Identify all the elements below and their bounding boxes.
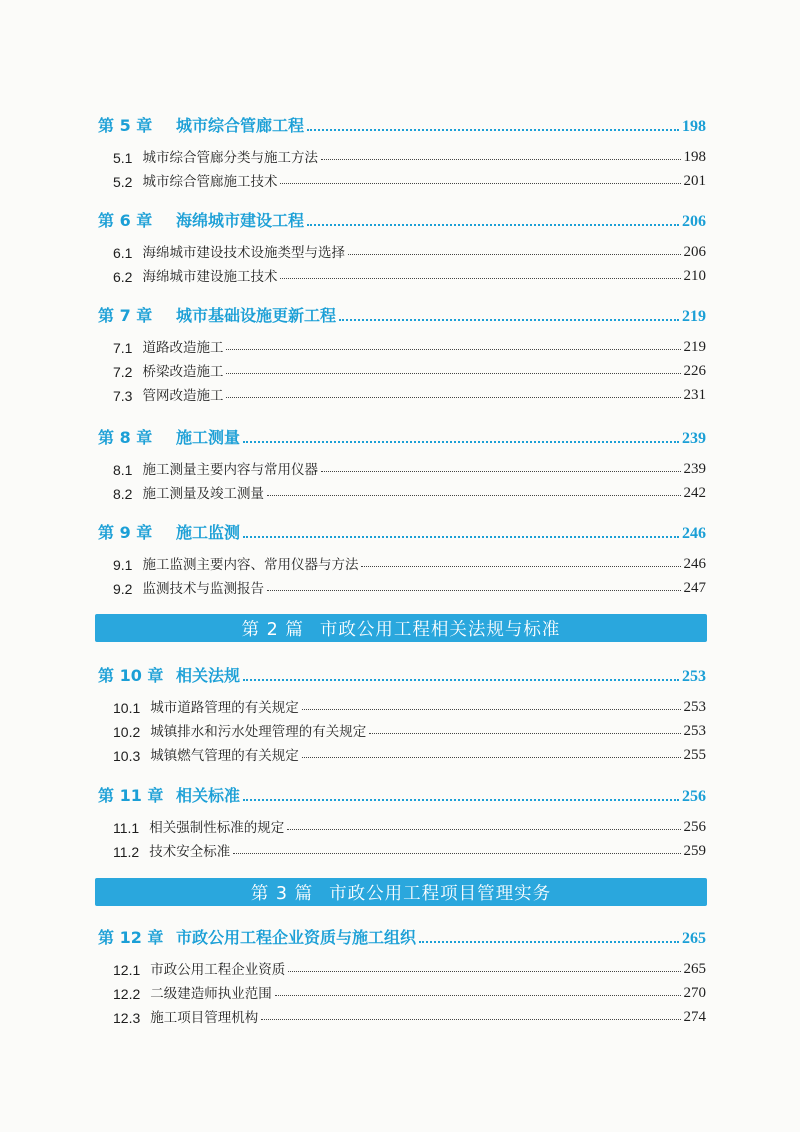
section-title: 技术安全标准 xyxy=(149,844,231,860)
section-title: 监测技术与监测报告 xyxy=(142,581,264,597)
page-number: 265 xyxy=(683,961,706,977)
section-entry[interactable] xyxy=(113,482,706,502)
page-number: 270 xyxy=(683,985,706,1001)
chapter-title: 城市综合管廊工程 xyxy=(176,116,305,135)
page-number: 246 xyxy=(682,525,706,542)
section-entry[interactable] xyxy=(113,360,706,380)
part-title: 市政公用工程项目管理实务 xyxy=(329,883,552,904)
section-entry[interactable] xyxy=(113,336,706,356)
section-entry[interactable] xyxy=(113,553,706,573)
chapter-title: 城市基础设施更新工程 xyxy=(176,306,337,325)
chapter-entry[interactable] xyxy=(98,302,706,326)
dot-leader xyxy=(243,679,679,681)
page-number: 274 xyxy=(683,1009,706,1025)
chapter-entry[interactable] xyxy=(98,424,706,448)
dot-leader xyxy=(226,373,680,374)
page-number: 219 xyxy=(682,308,706,325)
page-number: 256 xyxy=(683,819,706,835)
dot-leader xyxy=(233,853,680,854)
section-number: 8.2 xyxy=(113,486,133,502)
part-heading[interactable] xyxy=(95,878,707,906)
page-number: 201 xyxy=(683,173,706,189)
page-number: 206 xyxy=(682,213,706,230)
dot-leader xyxy=(243,441,679,443)
chapter-entry[interactable] xyxy=(98,112,706,136)
section-entry[interactable] xyxy=(113,241,706,261)
dot-leader xyxy=(275,995,681,996)
section-entry[interactable] xyxy=(113,840,706,860)
part-number: 第 2 篇 xyxy=(241,619,304,640)
chapter-number: 第 10 章 xyxy=(98,666,164,685)
dot-leader xyxy=(302,709,681,710)
section-entry[interactable] xyxy=(113,265,706,285)
chapter-number: 第 11 章 xyxy=(98,786,164,805)
page-number: 255 xyxy=(683,747,706,763)
section-title: 管网改造施工 xyxy=(142,388,224,404)
page-number: 239 xyxy=(683,461,706,477)
chapter-entry[interactable] xyxy=(98,207,706,231)
section-entry[interactable] xyxy=(113,384,706,404)
part-number: 第 3 篇 xyxy=(250,883,314,904)
dot-leader xyxy=(267,590,681,591)
dot-leader xyxy=(348,254,681,255)
page-number: 247 xyxy=(683,580,706,596)
section-title: 施工测量及竣工测量 xyxy=(142,486,264,502)
dot-leader xyxy=(307,129,679,131)
chapter-number: 第 7 章 xyxy=(98,306,153,325)
section-title: 城市道路管理的有关规定 xyxy=(150,700,299,716)
page-number: 198 xyxy=(683,149,706,165)
section-number: 10.2 xyxy=(113,724,141,740)
section-entry[interactable] xyxy=(113,958,706,978)
part-title: 市政公用工程相关法规与标准 xyxy=(319,619,561,640)
dot-leader xyxy=(280,183,680,184)
section-number: 7.2 xyxy=(113,364,133,380)
chapter-title: 市政公用工程企业资质与施工组织 xyxy=(176,928,417,947)
dot-leader xyxy=(226,397,680,398)
dot-leader xyxy=(419,941,679,943)
dot-leader xyxy=(369,733,680,734)
section-entry[interactable] xyxy=(113,1006,706,1026)
section-title: 海绵城市建设技术设施类型与选择 xyxy=(142,245,345,261)
section-title: 桥梁改造施工 xyxy=(142,364,224,380)
section-entry[interactable] xyxy=(113,982,706,1002)
section-number: 10.3 xyxy=(113,748,141,764)
chapter-number: 第 12 章 xyxy=(98,928,164,947)
dot-leader xyxy=(226,349,680,350)
section-number: 10.1 xyxy=(113,700,141,716)
page-number: 219 xyxy=(683,339,706,355)
chapter-title: 相关法规 xyxy=(176,666,241,685)
section-title: 施工项目管理机构 xyxy=(150,1010,259,1026)
chapter-entry[interactable] xyxy=(98,782,706,806)
page-number: 206 xyxy=(683,244,706,260)
page-number: 265 xyxy=(682,930,706,947)
section-title: 二级建造师执业范围 xyxy=(150,986,272,1002)
dot-leader xyxy=(288,971,680,972)
dot-leader xyxy=(243,536,679,538)
section-number: 9.1 xyxy=(113,557,133,573)
section-number: 12.2 xyxy=(113,986,141,1002)
section-number: 7.3 xyxy=(113,388,133,404)
chapter-number: 第 9 章 xyxy=(98,523,153,542)
section-title: 市政公用工程企业资质 xyxy=(150,962,286,978)
section-number: 5.2 xyxy=(113,174,133,190)
part-heading[interactable] xyxy=(95,614,707,642)
section-number: 11.1 xyxy=(113,820,140,836)
dot-leader xyxy=(287,829,680,830)
section-number: 12.1 xyxy=(113,962,141,978)
dot-leader xyxy=(321,471,681,472)
dot-leader xyxy=(321,159,681,160)
dot-leader xyxy=(243,799,679,801)
section-title: 城市综合管廊施工技术 xyxy=(142,174,278,190)
chapter-number: 第 6 章 xyxy=(98,211,153,230)
page-number: 246 xyxy=(683,556,706,572)
chapter-title: 相关标准 xyxy=(176,786,241,805)
chapter-title: 施工监测 xyxy=(176,523,241,542)
section-entry[interactable] xyxy=(113,720,706,740)
dot-leader xyxy=(302,757,681,758)
page-number: 231 xyxy=(683,387,706,403)
page-number: 253 xyxy=(683,699,706,715)
dot-leader xyxy=(280,278,680,279)
chapter-title: 海绵城市建设工程 xyxy=(176,211,305,230)
section-number: 11.2 xyxy=(113,844,140,860)
section-title: 城镇排水和污水处理管理的有关规定 xyxy=(150,724,367,740)
page-number: 198 xyxy=(682,118,706,135)
section-number: 7.1 xyxy=(113,340,133,356)
page-number: 210 xyxy=(683,268,706,284)
section-number: 6.1 xyxy=(113,245,133,261)
section-title: 道路改造施工 xyxy=(142,340,224,356)
section-title: 城镇燃气管理的有关规定 xyxy=(150,748,299,764)
section-entry[interactable] xyxy=(113,696,706,716)
section-title: 相关强制性标准的规定 xyxy=(149,820,285,836)
section-entry[interactable] xyxy=(113,744,706,764)
section-number: 12.3 xyxy=(113,1010,141,1026)
dot-leader xyxy=(307,224,679,226)
dot-leader xyxy=(361,566,680,567)
page-number: 239 xyxy=(682,430,706,447)
chapter-title: 施工测量 xyxy=(176,428,241,447)
chapter-number: 第 8 章 xyxy=(98,428,153,447)
chapter-entry[interactable] xyxy=(98,662,706,686)
section-title: 施工测量主要内容与常用仪器 xyxy=(142,462,318,478)
section-title: 海绵城市建设施工技术 xyxy=(142,269,278,285)
chapter-entry[interactable] xyxy=(98,924,706,948)
section-number: 8.1 xyxy=(113,462,133,478)
section-number: 6.2 xyxy=(113,269,133,285)
chapter-number: 第 5 章 xyxy=(98,116,153,135)
section-title: 城市综合管廊分类与施工方法 xyxy=(142,150,318,166)
page-number: 226 xyxy=(683,363,706,379)
page-number: 253 xyxy=(683,723,706,739)
section-entry[interactable] xyxy=(113,577,706,597)
section-entry[interactable] xyxy=(113,816,706,836)
section-entry[interactable] xyxy=(113,146,706,166)
section-entry[interactable] xyxy=(113,170,706,190)
section-number: 9.2 xyxy=(113,581,133,597)
dot-leader xyxy=(267,495,681,496)
page-number: 259 xyxy=(683,843,706,859)
chapter-entry[interactable] xyxy=(98,519,706,543)
section-number: 5.1 xyxy=(113,150,133,166)
section-entry[interactable] xyxy=(113,458,706,478)
page-number: 256 xyxy=(682,788,706,805)
page-number: 253 xyxy=(682,668,706,685)
dot-leader xyxy=(339,319,679,321)
page-number: 242 xyxy=(683,485,706,501)
section-title: 施工监测主要内容、常用仪器与方法 xyxy=(142,557,359,573)
dot-leader xyxy=(261,1019,680,1020)
